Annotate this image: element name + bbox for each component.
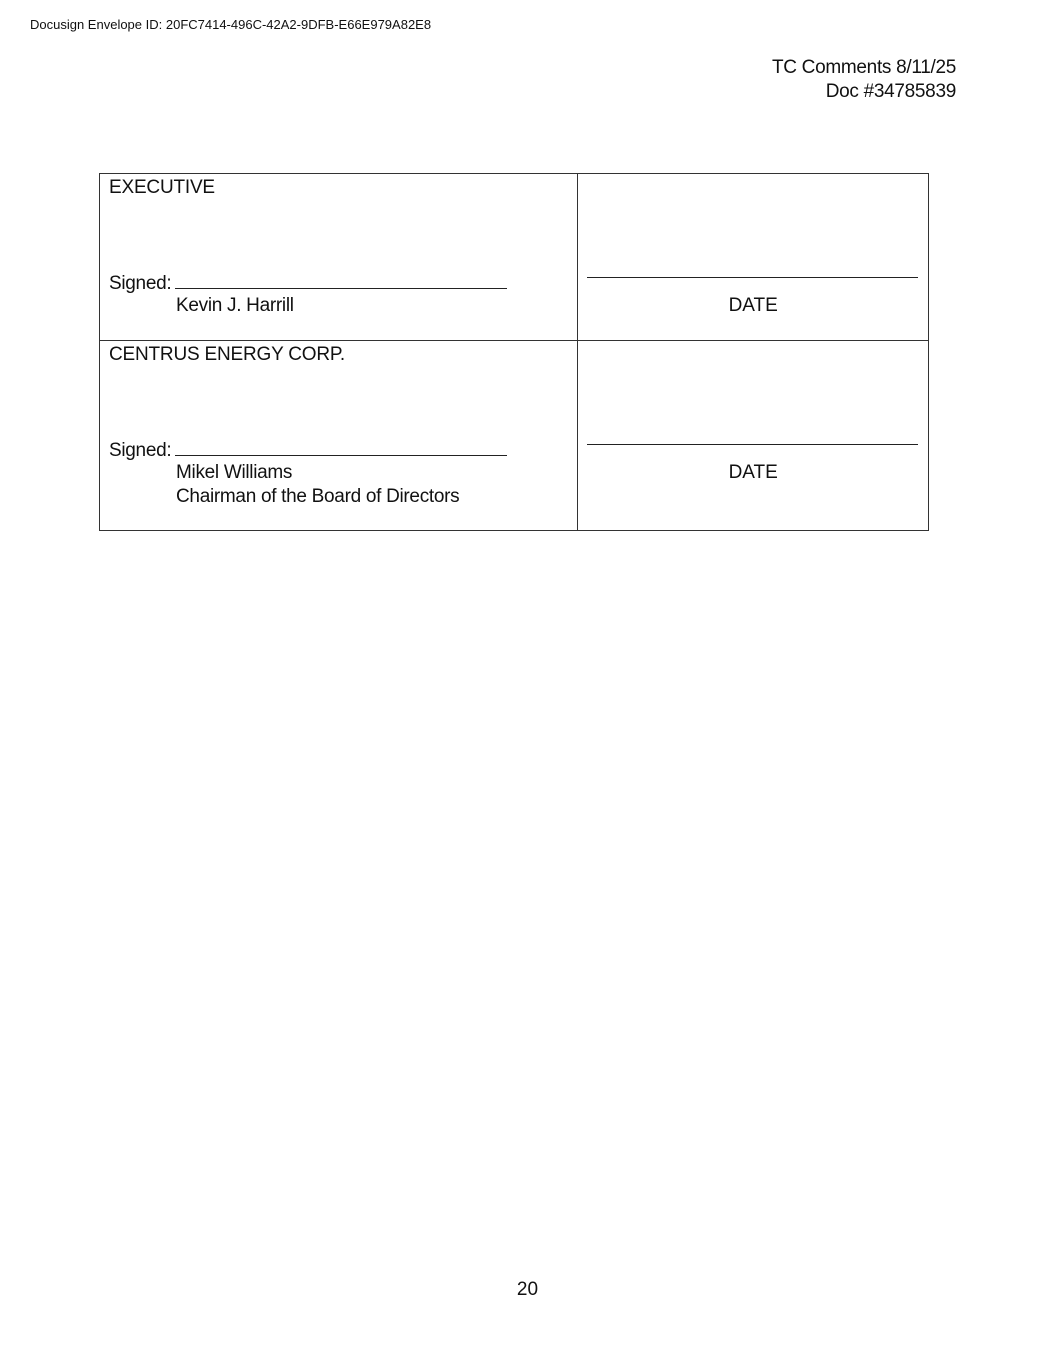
- signature-field[interactable]: [175, 438, 507, 456]
- signature-cell-executive: [100, 174, 578, 341]
- signature-field[interactable]: [175, 271, 507, 289]
- signature-row-company: [100, 341, 929, 531]
- signer-name: Mikel Williams: [176, 462, 293, 483]
- party-name: EXECUTIVE: [109, 177, 215, 198]
- signature-cell-company: [100, 341, 578, 531]
- date-cell-executive: [578, 174, 929, 341]
- doc-number: Doc #34785839: [825, 81, 956, 102]
- signature-row-executive: [100, 174, 929, 341]
- signed-line: [109, 438, 507, 462]
- date-label: DATE: [728, 295, 778, 316]
- party-name: CENTRUS ENERGY CORP.: [109, 344, 346, 365]
- page-number: 20: [516, 1279, 539, 1300]
- date-label: DATE: [728, 462, 778, 483]
- envelope-id: Docusign Envelope ID: 20FC7414-496C-42A2-9DFB-E66E979A82E8: [30, 17, 432, 32]
- document-header: [772, 56, 956, 104]
- date-field[interactable]: [587, 277, 918, 278]
- date-cell-company: [578, 341, 929, 531]
- date-field[interactable]: [587, 444, 918, 445]
- tc-comments-label: TC Comments 8/11/25: [771, 57, 956, 78]
- signer-title: Chairman of the Board of Directors: [176, 486, 460, 507]
- signed-label: Signed:: [109, 273, 172, 294]
- signed-line: [109, 271, 507, 295]
- signer-name: Kevin J. Harrill: [176, 295, 294, 316]
- signed-label: Signed:: [109, 440, 172, 461]
- signature-table: [99, 173, 929, 531]
